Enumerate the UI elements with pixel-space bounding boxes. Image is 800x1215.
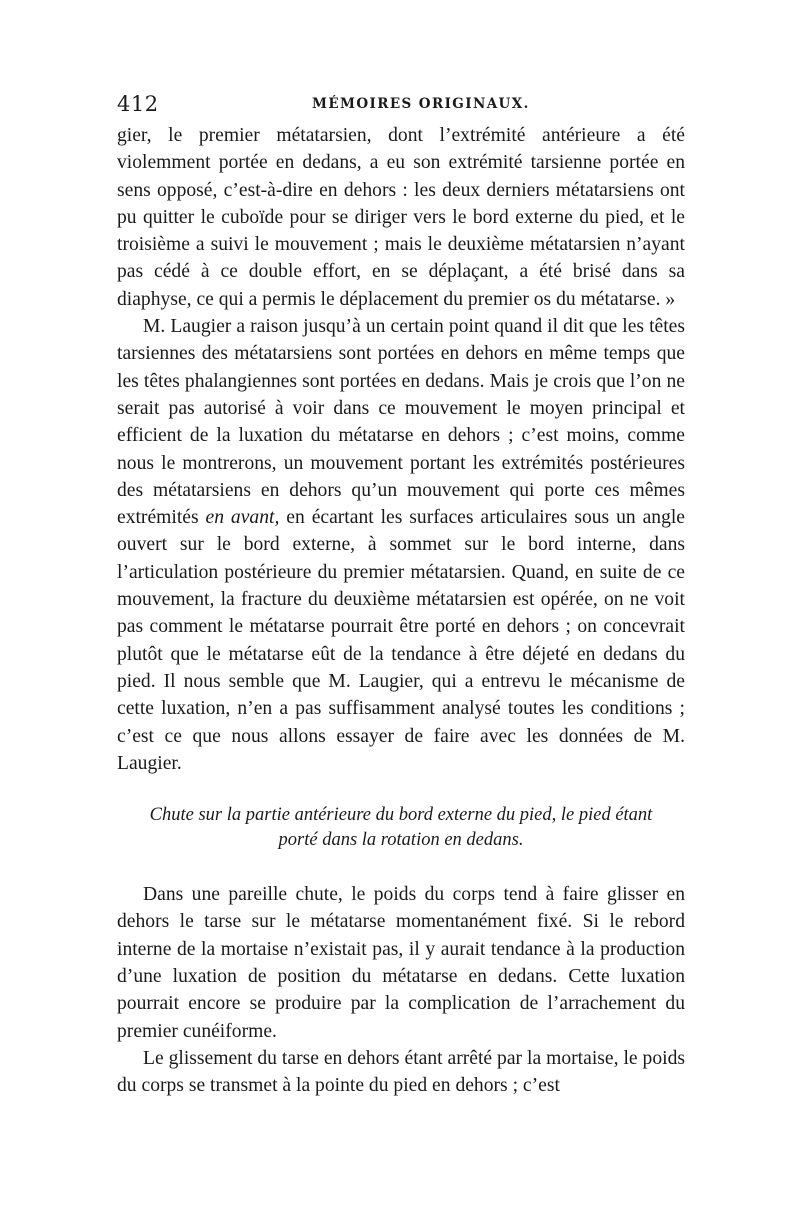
section-heading: [117, 803, 685, 853]
page-header: [117, 92, 685, 122]
paragraph-2: [117, 313, 685, 777]
running-title: MÉMOIRES ORIGINAUX.: [312, 96, 530, 112]
body-text: [117, 122, 685, 777]
page-number: 412: [117, 92, 159, 116]
paragraph-4: Le glissement du tarse en dehors étant arrêté par la mortaise, le poids du corps se transmet à la pointe du pied en dehors ; c’est: [117, 1047, 685, 1097]
section-heading-line-2: porté dans la rotation en dedans.: [278, 830, 524, 851]
book-page: [117, 92, 685, 1100]
paragraph-2-emphasis: en avant,: [205, 507, 280, 529]
section-heading-line-1: Chute sur la partie antérieure du bord externe du pied, le pied étant: [149, 805, 653, 826]
body-text-continued: [117, 881, 685, 1099]
paragraph-1: gier, le premier métatarsien, dont l’extrémité antérieure a été violemment portée en dedans, a eu son extrémité tarsienne portée en sens opposé, c’est-à-dire en dehors : les deux derniers métatarsiens ont pu quitter le cuboïde pour se diriger vers le bord externe du pied, et le troisième a suivi le mouvement ; mais le deuxième métatarsien n’ayant pas cédé à ce double effort, en se déplaçant, a été brisé dans sa diaphyse, ce qui a permis le déplacement du premier os du métatarse. »: [117, 125, 685, 310]
paragraph-2-part-2: en écartant les surfaces articulaires sous un angle ouvert sur le bord externe, à sommet sur le bord interne, dans l’articulation postérieure du premier métatarsien. Quand, en suite de ce mouvement, la fracture du deuxième métatarsien est opérée, on ne voit pas comment le métatarse pourrait être porté en dehors ; on concevrait plutôt que le métatarse eût de la tendance à être déjeté en dedans du pied. Il nous semble que M. Laugier, qui a entrevu le mécanisme de cette luxation, n’en a pas suffisamment analysé toutes les conditions ; c’est ce que nous allons essayer de faire avec les données de M. Laugier.: [117, 507, 686, 774]
paragraph-3: Dans une pareille chute, le poids du corps tend à faire glisser en dehors le tarse sur le métatarse momentanément fixé. Si le rebord interne de la mortaise n’existait pas, il y aurait tendance à la production d’une luxation de position du métatarse en dedans. Cette luxation pourrait encore se produire par la complication de l’arrachement du premier cunéiforme.: [117, 884, 685, 1042]
paragraph-2-part-1: M. Laugier a raison jusqu’à un certain point quand il dit que les têtes tarsiennes des métatarsiens sont portées en dehors en même temps que les têtes phalangiennes sont portées en dedans. Mais je crois que l’on ne serait pas autorisé à voir dans ce mouvement le moyen principal et efficient de la luxation du métatarse en dehors ; c’est moins, comme nous le montrerons, un mouvement portant les extrémités postérieures des métatarsiens en dehors qu’un mouvement qui porte ces mêmes extrémités: [117, 316, 685, 529]
